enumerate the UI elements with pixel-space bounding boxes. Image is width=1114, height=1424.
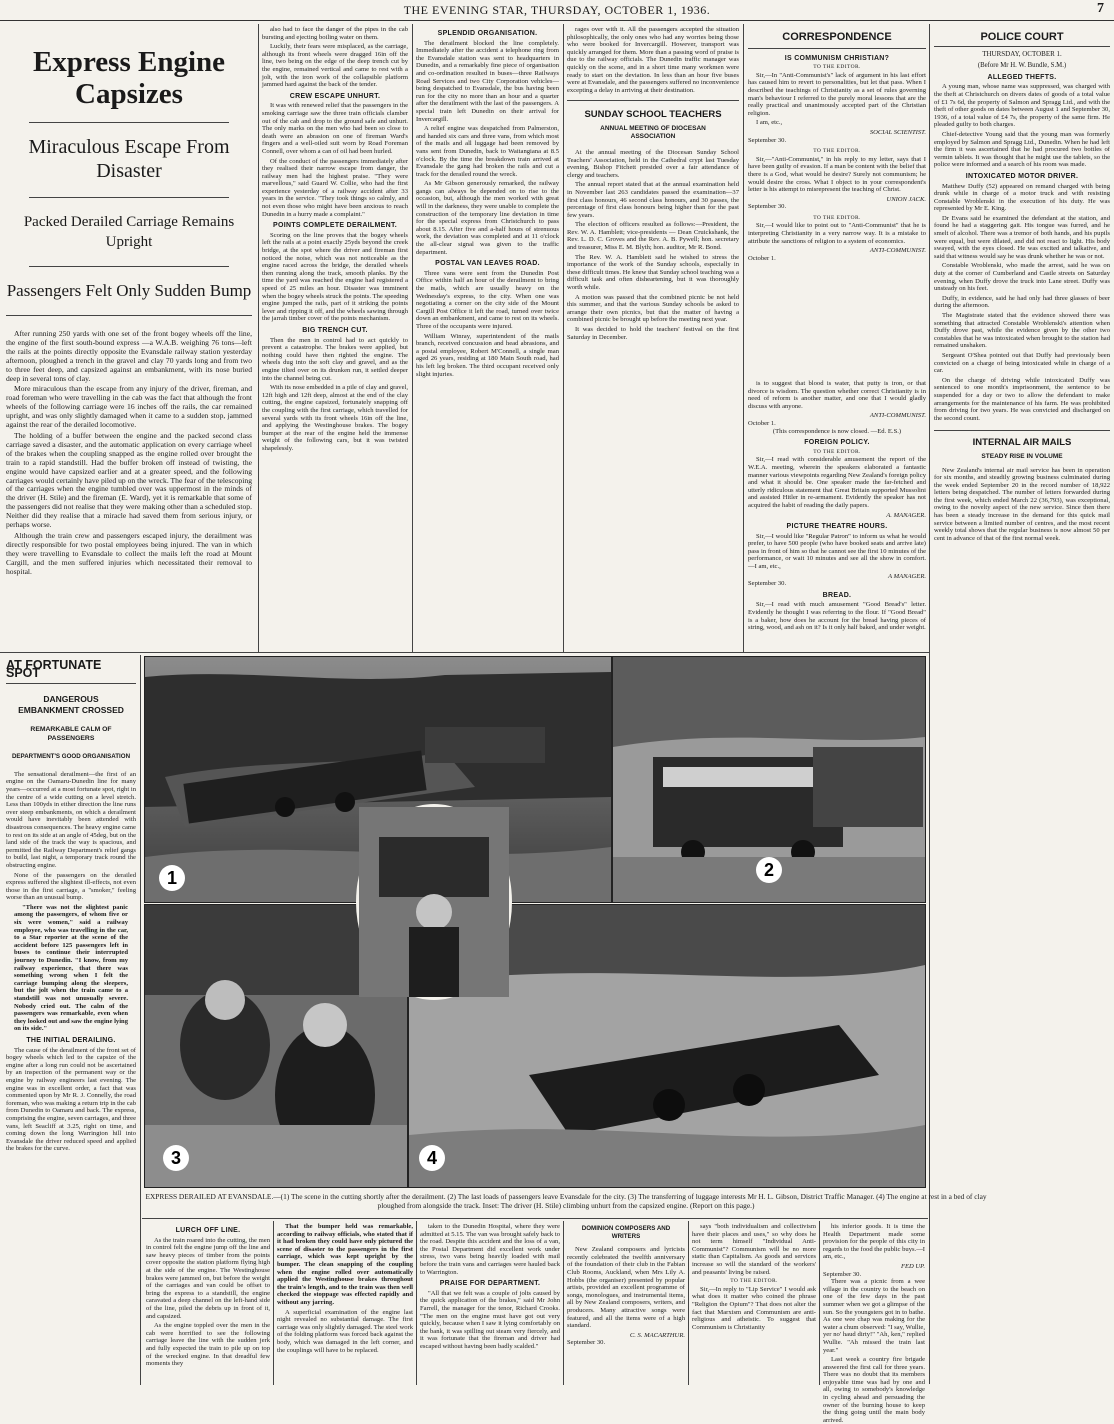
- article-paragraph: The Magistrate stated that the evidence showed there was something that attracted Constable Wroblenski's attention when Duffy drove past, while the evidence given by the other two constables that he was intoxicated when brought to the station had remained unshaken.: [934, 312, 1110, 350]
- article-paragraph: The election of officers resulted as follows:—President, the Rev. W. A. Hamblett; vice-presidents — Dean Cruickshank, the Rev. L. D. C. Groves and the Rev. A. B. Pywell; hon. secretary and treasurer, Miss E. M. Blyth; hon. auditor, Mr R. Bond.: [567, 221, 739, 252]
- subheading: LURCH OFF LINE.: [175, 1227, 241, 1234]
- article-paragraph: Of the conduct of the passengers immediately after they realised their narrow escape from danger, the railway men had the highest praise. "They were marvellous," said Guard W. Collie, who had the first experience yesterday of a railway accident after 33 years in the service. "They took things so calmly, and not even those who might have been anxious to reach Dunedin in a hurry made a complaint.": [262, 157, 408, 218]
- article-paragraph: The derailment blocked the line completely. Immediately after the accident a telephone ring from the Evansdale station was sent to headquarters in Dunedin, and a remarkably fine piece of organisation and co-ordination resulted in buses—three Railways Road Services and two City Corporation vehicles—being despatched to Evansdale, the bus having been run for the city no more than an hour and a quarter after the derailment with the last of the passengers. A special train left Dunedin on their arrival for Invercargill.: [416, 39, 559, 123]
- article-paragraph: Dr Evans said he examined the defendant at the station, and found he had a staggering gait. His tongue was furred, and he smelt of alcohol. There was a tremor of both hands, and his pupils were equal, but were dilated, and did not react to light. His body swayed, with the eyes closed. He was excited and talkative, and said that witness would say he was drunk whether he was or not.: [934, 214, 1110, 260]
- subheading: FOREIGN POLICY.: [804, 439, 870, 447]
- letter-signature: C. S. MACARTHUR.: [629, 1331, 685, 1339]
- subheading: BIG TRENCH CUT.: [302, 326, 368, 334]
- article-paragraph: Constable Wroblenski, who made the arrest, said he was on duty at the corner of Cumberland and Castle streets on Saturday evening, when Duffy drove the truck into Lane street. Duffy was unsteady on his feet.: [934, 262, 1110, 293]
- column-rule: [819, 1221, 820, 1385]
- letter-date: September 30.: [748, 136, 787, 144]
- article-paragraph: A relief engine was despatched from Palmerston, and handed six cars and three vans, from which most of the mails and all luggage had been removed by vans sent from Dunedin, back to Waitangiana at 8.5 o'clock. By the time the breakdown train arrived at Evansdale the gang had broken the rails and cut a track for the derailed round the wreck.: [416, 125, 559, 178]
- letter-date: September 30.: [748, 203, 787, 211]
- article-paragraph: It was decided to hold the teachers' festival on the first Saturday in December.: [567, 326, 739, 341]
- article-paragraph: There was a picnic from a wee village in the country to the beach on one of the few days in the past summer when we got a glimpse of the sun. So the youngsters got in to bathe. As one wee chap was making for the water a chum observed: "I say, Wullie, yer no' haud dirty!" "Ah, ken," replied Wullie. "Ah missed the train last year.": [823, 1278, 925, 1354]
- article-paragraph: New Zealand composers and lyricists recently celebrated the twelfth anniversary of the foundation of their club in the Fabian Club Rooms, Auckland, when Mrs Lily A. Hobbs (the organiser) presented by popular artists, provided an excellent programme of songs, monologues, and instrumental items, all by New Zealand composers, writers, and producers. Many attractive songs were featured, and all the items were of a high standard.: [567, 1246, 685, 1330]
- article-paragraph: Chief-detective Young said that the young man was formerly employed by Salmon and Spragg Ltd., Dunedin. When he had left the firm it was ascertained that he had procured two bottles of vermin tablets. It was thought that he might use the tablets, so the police were informed and a search of his room was made.: [934, 130, 1110, 169]
- to-the-editor: TO THE EDITOR.: [813, 214, 861, 221]
- column-rule: [563, 24, 564, 652]
- subheading: PICTURE THEATRE HOURS.: [786, 523, 888, 531]
- column-rule: [563, 1221, 564, 1385]
- section-rule: [0, 652, 929, 653]
- subheading: BREAD.: [822, 591, 852, 599]
- article-paragraph: "All that we felt was a couple of jolts caused by the quick application of the brakes," said Mr John Farrell, the manager for the tenor, Richard Crooks. "The men on the engine must have got out very quickly, because when I saw it lying comfortably on the bank, it was spilling out steam very fiercely, and it was fortunate that the fireman and driver had escaped without having been badly scalded.": [420, 1289, 560, 1350]
- article-paragraph: Scoring on the line proves that the bogey wheels left the rails at a point exactly 25yds beyond the creek bridge, at the spot where the driver and fireman first noticed the noise, which was not noticeable as the engine raced across the bridge, the derailed wheels then running along the track, smooth planks. By the time the yard was reached the engine had registered a speed of 25 miles an hour. Disaster was imminent when the bogey wheels struck the points. The speeding engine jumped the rails, part of it striking the points lever and ripping it off, and the wheels sawing through the jarrah timber cover of the points mechanism.: [262, 231, 408, 323]
- article-paragraph: Matthew Duffy (52) appeared on remand charged with being drunk while in charge of a motor truck and with resisting Constable Wroblenski in the execution of his duty. He was represented by Mr E. King.: [934, 182, 1110, 213]
- letter-paragraph: Sir,—I would like to point out to "Anti-Communist" that he is interpreting Christianity in a very narrow way. It is a mistake to attribute the sanctions of religion to a system of economics.: [748, 222, 926, 245]
- column-rule: [258, 24, 259, 652]
- masthead: [0, 0, 1114, 21]
- article-paragraph: That the bumper held was remarkable, according to railway officials, who stated that if it had broken they could have only pictured the scene of disaster to the passengers in the first carriage, which was kept upright by the bumper. The clean snapping of the coupling when the engine rolled over automatically applied the Westinghouse brakes throughout the train's length, and to the train was then well checked the stoppage was effected rapidly and without any jarring.: [277, 1223, 413, 1306]
- article-paragraph: A superficial examination of the engine last night revealed no substantial damage. The first carriage was only slightly damaged. The steel work of the folding platform was forced back against the body, which was damaged in the left corner, and the couplings will have to be replaced.: [277, 1308, 413, 1354]
- subheading: PRAISE FOR DEPARTMENT.: [439, 1280, 541, 1288]
- column-rule: [140, 655, 141, 1385]
- court-date: THURSDAY, OCTOBER 1.: [982, 49, 1062, 58]
- photo-montage: [144, 656, 926, 1188]
- article-paragraph: As Mr Gibson generously remarked, the railway gangs can always be depended on to rise to the occasion, but, although the men worked with great will in the darkness, they were unable to complete the construction of the temporary line deviation in time for the special express from Christchurch to pass about 8.15. After five and a-half hours of strenuous work, the deviation was completed and at 11 o'clock the all-clear signal was given to the traffic department.: [416, 180, 559, 256]
- lead-story: [6, 26, 252, 648]
- column-2: [262, 26, 408, 648]
- to-the-editor: TO THE EDITOR.: [813, 448, 861, 455]
- article-paragraph: William Winray, superintendent of the mails branch, received concussion and head abrasions, and a postal employee, Robert M'Connell, a single man aged 26 years, residing at 180 Main South road, had his left leg broken. The third occupant received only slight injuries.: [416, 332, 559, 378]
- article-paragraph: The Rev. W. A. Hamblett said he wished to stress the importance of the work of the Sunday schools, especially in these difficult times. He knew that Sunday school teaching was a difficult task and often disheartening, but it was thoroughly worth while.: [567, 253, 739, 292]
- lead-deck-2: Packed Derailed Carriage Remains Upright: [23, 214, 235, 250]
- subheading: SPLENDID ORGANISATION.: [437, 30, 538, 37]
- article-paragraph: None of the passengers on the derailed express suffered the slightest ill-effects, not even those in the first carriage, a "smoker," feeling worse than an unusual bump.: [6, 871, 136, 902]
- lead-deck-3: Passengers Felt Only Sudden Bump: [6, 281, 252, 300]
- letter-paragraph: says "both individualism and collectivism have their places and uses," so why does he not term himself "Individual Anti-Communist"? Communism will be no more static than Capitalism. As goods and services increase so will the standard of the workers' and peasants' living be raised.: [692, 1223, 816, 1276]
- article-paragraph: Duffy, in evidence, said he had only had three glasses of beer during the afternoon.: [934, 294, 1110, 310]
- letter-signature: UNION JACK.: [886, 195, 926, 203]
- photo-inset-driver: [356, 804, 512, 1000]
- police-court-banner: POLICE COURT: [980, 31, 1064, 43]
- fortunate-subdeck: DEPARTMENT'S GOOD ORGANISATION: [11, 753, 131, 761]
- photo-number-4: 4: [419, 1145, 445, 1171]
- letter-signature: SOCIAL SCIENTIST.: [869, 128, 926, 136]
- article-paragraph: The sensational derailment—the first of an engine on the Oamaru-Dunedin line for many years—occurred at a most fortunate spot, right in the centre of a wide cutting on a level stretch. Less than 100yds in either direction the line runs over steep embankments, on which a derailment would have inevitably been attended with disastrous consequences. The heavy engine came to rest on its side at an angle of 45deg, but on the land side of the track the way is spacious, and permitted the Railway Department's relief gangs to build, last night, a temporary track round the obstructing engine.: [6, 770, 136, 869]
- letter-date: October 1.: [748, 419, 776, 427]
- article-paragraph: also had to face the danger of the pipes in the cab bursting and ejecting boiling water on them.: [262, 26, 408, 41]
- subheading: IS COMMUNISM CHRISTIAN?: [784, 54, 890, 62]
- subheading: THE INITIAL DERAILING.: [26, 1036, 116, 1044]
- article-paragraph: The annual report stated that at the annual examination held in November last 263 candidates passed the examination—37 first class honours, 46 second class honours, and 30 passes, the percentage of first class honours being higher than for the past few years.: [567, 181, 739, 219]
- to-the-editor: TO THE EDITOR.: [813, 148, 861, 155]
- fortunate-banner: AT FORTUNATE SPOT: [6, 658, 102, 680]
- air-mails-deck: STEADY RISE IN VOLUME: [981, 452, 1063, 460]
- article-paragraph: Luckily, their fears were misplaced, as the carriage, although its front wheels were dragged 16in off the line, two being on the edge of the deep trench cut by the engine, remained vertical and came to rest with a jolt, with the iron work of the collapsible platform jammed hard against the back of the tender.: [262, 43, 408, 89]
- column-rule: [688, 1221, 689, 1385]
- bottom-column-5: [692, 1223, 816, 1385]
- article-paragraph: Three vans were sent from the Dunedin Post Office within half an hour of the derailment to bring the mails, which are usually heavy on the Wednesday's express, to the city. When one was negotiating a corner on the city side of the Mount Cargill Post Office it left the road, turned over twice down an embankment, and came to rest on its wheels. Three of the occupants were injured.: [416, 269, 559, 330]
- article-paragraph: As the train roared into the cutting, the men in control felt the engine jump off the line and saw heavy pieces of timber from the points cover opposite the station platform flying high at the side of the engine. The Westinghouse brakes were jammed on, but before the weight of the carriages and van could be offset to bring the express to a standstill, the engine caravated a deep channel on the left-hand side of the line, piled the debris up in front of it, and capsized.: [146, 1236, 270, 1320]
- lead-paragraph: Although the train crew and passengers escaped injury, the derailment was directly responsible for two postal employees being injured. The van in which they were travelling to Evansdale to collect the mails left the road at Mount Cargill, and the men suffered injuries which necessitated their removal to hospital.: [6, 530, 252, 576]
- column-rule: [743, 24, 744, 652]
- article-paragraph: A young man, whose name was suppressed, was charged with the theft at Christchurch on divers dates of goods of a total value of £1 7s 6d, the property of Salmon and Spragg Ltd., and with the theft of other goods on dates between August 1 and September 30, 1936, of a total value of £4 7s, the property of the same firm. He pleaded guilty to both charges.: [934, 83, 1110, 129]
- bottom-column-1: [146, 1223, 270, 1385]
- article-paragraph: taken to the Dunedin Hospital, where they were admitted at 5.15. The van was brought safely back to the road. Despite this accident and the loss of a van, the Postal Department did excellent work under stress, two vans being heavily loaded with mail before the train vans and carriages were hauled back to Warrington.: [420, 1223, 560, 1276]
- article-paragraph: New Zealand's internal air mail service has been in operation for six months, and steadily growing business culminated during the week ended September 20 in the record number of 18,922 letters being despatched. The number of letters forwarded during the first week, which ended March 22 (36,793), was exceptional, owing to the novelty aspect of the new service. Since then there has been a steady increase in the demand for this quick mail service between a limited number of centres, and the most recent weekly total shows that the regular business is now almost 50 per cent in advance of that of the first normal week.: [934, 466, 1110, 542]
- photo-caption: EXPRESS DERAILED AT EVANSDALE.—(1) The scene in the cutting shortly after the derailment. (2) The last loads of passengers leave Evansdale for the city. (3) The transferring of luggage interests Mr H. L. Gibson, District Traffic Manager. (4) The engine at rest in a bed of clay ploughed from alongside the track. Inset: The driver (H. Stile) climbing unhurt from the capsized engine. (Report on this page.): [145, 1192, 987, 1210]
- article-paragraph: On the charge of driving while intoxicated Duffy was sentenced to one month's imprisonment, the sentence to be suspended for a day or two to allow the defendant to make arrangements for the maintenance of his farm. He was prohibited from driving for two years. He was convicted and discharged on the second count.: [934, 376, 1110, 422]
- bottom-column-3: [420, 1223, 560, 1385]
- to-the-editor: TO THE EDITOR.: [730, 1278, 778, 1285]
- editor-note: (This correspondence is now closed. —Ed. E.S.): [772, 427, 902, 435]
- column-rule: [412, 24, 413, 652]
- column-3: [416, 26, 559, 648]
- subheading: CREW ESCAPE UNHURT.: [289, 92, 381, 100]
- fortunate-spot-column: [6, 658, 136, 1384]
- page-number: 7: [1097, 1, 1104, 16]
- letter-paragraph: I am, etc.,: [756, 119, 783, 127]
- fortunate-deck: REMARKABLE CALM OF PASSENGERS: [30, 726, 112, 742]
- letter-signature: ANTI-COMMUNIST.: [869, 412, 926, 420]
- court-bench: (Before Mr H. W. Bundle, S.M.): [977, 62, 1067, 70]
- letter-signature: FED UP.: [900, 1262, 925, 1270]
- police-court-column: [934, 26, 1110, 1384]
- letter-paragraph: Sir,—In "Anti-Communist's" lack of argument in his last effort has caused him to revert to personalities, but let that pass. When I described the teachings of Christianity as a set of rules governing man's behaviour I referred to the purely moral lessons that are the really practical and unanimously accepted part of the Christian religion.: [748, 71, 926, 117]
- column-4: [567, 26, 739, 648]
- article-paragraph: The cause of the derailment of the front set of bogey wheels which led to the capsize of the engine after a long run could not be ascertained by an inspection of the permanent way or the engine by railway engineers last evening. The engine was in excellent order, a fact that was commented upon by Mr R. J. Connelly, the road foreman, who was making a return trip in the cab from Dunedin to Oamaru and back. The express, comprising the engine, seven carriages, and three vans, left Seacliff at 3.25, right on time, and coming down the long Warrington hill into Evansdale the driver reduced speed and applied the brakes for the curve.: [6, 1046, 137, 1153]
- article-paragraph: Last week a country fire brigade answered the first call for three years. There was no doubt that its members enjoyable time was had by one and all, owing to somebody's knowledge in cycling ahead and persuading the owner of the burning house to keep the thing going until the main body arrived.: [823, 1356, 925, 1424]
- correspondence-banner: CORRESPONDENCE: [782, 31, 892, 43]
- article-paragraph: With its nose embedded in a pile of clay and gravel, 12ft high and 12ft deep, almost at the end of the clay cutting, the engine capsized, fortunately snapping off the coupling with the first carriage, which travelled for several yards with its front wheels 16in off the line, and applying the Westinghouse brakes. The bogey bumper at the rear of the engine held the immense weight of the following cars, but it was twisted shapelessly.: [262, 384, 408, 452]
- subheading: POSTAL VAN LEAVES ROAD.: [435, 260, 540, 268]
- letter-paragraph: Sir,—I read with considerable amusement the report of the W.E.A. meeting, wherein the speakers elaborated a fantastic manner various viewpoints regarding New Zealand's foreign policy and what it should be. One speaker made the far-fetched and utterly ridiculous statement that Great Britain supported Mussolini and assisted Hitler in re-armament. Evidently the speaker has not acquired the habit of reading the daily papers.: [748, 456, 926, 509]
- letter-paragraph: his inferior goods. It is time the Health Department made some provision for the people of this city in regards to the food the public buys.—I am, etc.,: [823, 1223, 925, 1261]
- lead-paragraph: The holding of a buffer between the engine and the packed second class carriage saved a disaster, and the automatic application on every carriage wheel of the brakes when the coupling snapped as the engine rolled over brought the train to a rapid standstill. Had the buffer broken off instead of twisting, the engine would have capsized earlier and at a greater speed, and the following carriages would certainly have piled up on the wreck. The fear of the telescoping of the carriages when the engine tumbled over was uppermost in the minds of the driver (H. Stile) and the fireman (E. Ward), yet it is remarkable that some of the passengers did not realise that they were making other than a scheduled stop. Neither did they realise that a miracle had saved them from serious injury, or perhaps worse.: [6, 430, 252, 530]
- lead-headline: Express Engine Capsizes: [32, 46, 226, 110]
- article-paragraph: Then the men in control had to act quickly to prevent a catastrophe. The brakes were applied, but nothing could have then righted the engine. The wheels dug into the soft clay and gravel, and as the engine tilted over on its drunken run, it settled deeper into the channel being cut.: [262, 336, 408, 382]
- subheading: INTOXICATED MOTOR DRIVER.: [965, 172, 1079, 180]
- inset-image: [359, 807, 509, 997]
- article-paragraph: A motion was passed that the combined picnic be not held this summer, and that the various Sunday schools be asked to arrange their own picnics, but that the matter of having a combined picnic be brought up before the meeting next year.: [567, 293, 739, 324]
- letter-paragraph: Sir,—I would like "Regular Patron" to inform us what he would prefer, to have 500 people (who have booked seats and arrive late) pass in front of him so that he cannot see the first 10 minutes of the performance, or wait 10 minutes and see all the show in comfort.—I am, etc.,: [748, 532, 926, 571]
- letter-date: September 30.: [823, 1270, 862, 1278]
- subheading: POINTS COMPLETE DERAILMENT.: [273, 222, 397, 230]
- bottom-column-2: [277, 1223, 413, 1385]
- to-the-editor: TO THE EDITOR.: [813, 64, 861, 71]
- bottom-column-6: [823, 1223, 925, 1424]
- sunday-school-headline: SUNDAY SCHOOL TEACHERS: [584, 109, 722, 121]
- photo-number-3: 3: [163, 1145, 189, 1171]
- letter-signature: A MANAGER.: [888, 572, 926, 580]
- bottom-column-4: [567, 1223, 685, 1385]
- letter-date: October 1.: [748, 254, 776, 262]
- photo-number-2: 2: [756, 857, 782, 883]
- composers-headline: DOMINION COMPOSERS AND WRITERS: [581, 1225, 671, 1240]
- article-paragraph: rages over with it. All the passengers accepted the situation philosophically, the only ones who had any worries being those who were booked for Invercargill. However, transport was quickly arranged for them. More than a passing word of praise is due to the railway officials. The Dunedin traffic manager was quickly on the scene, and in a short time many workmen were ready to start on the deviation. In less than an hour five buses were at Evansdale, and the passengers suffered no inconvenience excepting a delay in arriving at their destination.: [567, 26, 739, 94]
- column-rule: [929, 24, 930, 1384]
- sunday-school-deck: ANNUAL MEETING OF DIOCESAN ASSOCIATION: [600, 124, 706, 140]
- letter-paragraph: Sir,—"Anti-Communist," in his reply to my letter, says that I have been guilty of evasion. If a man be content with the belief that there is a God, what would he desire? Surely not communism; he would desire the cross. What I object to in your correspondent's letter is his attempt to misrepresent the teaching of Christ.: [748, 155, 926, 194]
- air-mails-headline: INTERNAL AIR MAILS: [972, 437, 1072, 449]
- article-paragraph: At the annual meeting of the Diocesan Sunday School Teachers' Association, held in the Cathedral crypt last Tuesday evening, Bishop Fitchett presided over a fair attendance of clergy and teachers.: [567, 148, 739, 179]
- column-rule: [273, 1221, 274, 1385]
- letter-date: September 30.: [748, 580, 787, 588]
- lead-paragraph: After running 250 yards with one set of the front bogey wheels off the line, the engine of the first south-bound express —a W.A.B. weighing 76 tons—left the rails at the points directly opposite the Evansdale railway station yesterday afternoon, ploughed a trench in the gravel and clay 70 yards long and from two to three feet deep, and capsized against an embankment, with its nose buried deep in several tons of clay.: [6, 329, 252, 383]
- letters-continued: [748, 380, 926, 648]
- letter-paragraph: is to suggest that blood is water, that putty is iron, or that divorce is wisdom. The question whether correct Christianity is in need of reform is another matter, and one that I would gladly discuss with anyone.: [748, 380, 926, 410]
- lead-deck-1: Miraculous Escape From Disaster: [28, 136, 230, 182]
- photo-number-1: 1: [159, 865, 185, 891]
- lead-paragraph: More miraculous than the escape from any injury of the driver, fireman, and road foreman who were travelling in the cab was the fact that although the front wheels of the following carriage were 16 inches off the rails, the car remained upright, and was only slightly damaged when it came to a sudden stop, jammed against the rear of the derailed locomotive.: [6, 384, 252, 430]
- fortunate-headline: DANGEROUS EMBANKMENT CROSSED: [18, 694, 124, 716]
- letter-paragraph: Sir,—I read with much amusement "Good Bread's" letter. Evidently he thought I was referring to the flour. If "Good Bread" is a baker, how does he account for the bread having pieces of string, wood, and ash on it? Is it only half baked, and under weight.: [748, 601, 926, 632]
- article-paragraph: Sergeant O'Shea pointed out that Duffy had previously been convicted on a charge of being intoxicated while in charge of a car.: [934, 351, 1110, 375]
- section-rule: [142, 1218, 928, 1219]
- article-paragraph: As the engine toppled over the men in the cab were horrified to see the following carriage leave the line with the sudden jerk and fully expected the train to pile up on top of the wrecked engine. In that dreadful few moments they: [146, 1322, 270, 1368]
- letter-paragraph: Sir,—In reply to "Lip Service" I would ask what does it matter who coined the phrase "Religion the Opium"? That does not alter the fact that Marxism and Communism are anti-religious and atheistic. To suggest that Communism is Christianity: [692, 1285, 816, 1331]
- letter-date: September 30.: [567, 1339, 606, 1347]
- article-paragraph: It was with renewed relief that the passengers in the smoking carriage saw the three train officials clamber out of the cab and drop to the ground safe and unhurt. The only marks on the men who had been so close to death were an abrasion on one of fireman Ward's fingers and a well-oiled suit worn by Road Foreman Connell, over whom a can of oil had been hurled.: [262, 102, 408, 155]
- column-rule: [416, 1221, 417, 1385]
- subheading: ALLEGED THEFTS.: [987, 73, 1057, 81]
- letter-signature: ANTI-COMMUNIST.: [869, 247, 926, 255]
- masthead-title: THE EVENING STAR, THURSDAY, OCTOBER 1, 1936.: [403, 3, 711, 17]
- photo-passengers-leave: [612, 656, 926, 903]
- pull-quote: "There was not the slightest panic among the passengers, of whom five or six were women," said a railway employee, who was travelling in the car, to a Star reporter at the scene of the accident before 125 passengers left in buses to continue their interrupted journey to Dunedin. "I know, from my railway experience, that there was something wrong when I felt the carriage bumping along the sleepers, but the jolt when the train came to a standstill was not unusually severe. Nobody cried out. The calm of the passengers was remarkable, even when they looked out and saw the engine lying on its side.": [14, 903, 128, 1033]
- letter-signature: A. MANAGER.: [886, 511, 926, 519]
